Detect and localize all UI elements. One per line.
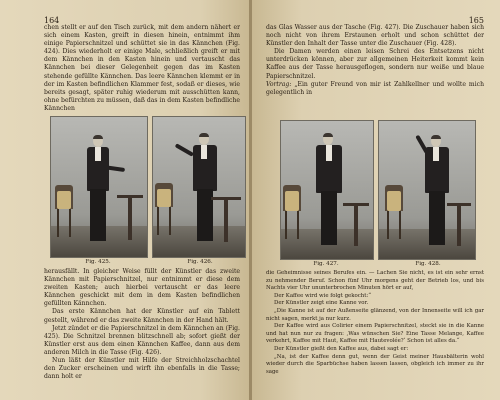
paragraph: Jetzt zündet er die Papierschnitzel in dem Kännchen an (Fig. 425). Die Schnitzel brennen blitzschnell ab; sofort gießt der Künstler erst aus dem einen Kännchen Kaffee, dann aus dem anderen Milch in die Tasse (Fig. 426). [44,324,240,356]
paragraph: die Geheimnisse seines Berufes ein. — Lachen Sie nicht, es ist ein sehr ernst zu nehmender Beruf. Schon fünf Uhr morgens geht der Betrieb los, und bis Nachts vier Uhr ununterbrochen Minuten hört er auf, [266,270,484,292]
left-top-text [44,24,240,128]
paragraph: „Na, ist der Kaffee denn gut, wenn der Geist meiner Hausbälterin wohl wieder durch die Sparbüchse haben lassen lassen, obgleich ich immer zu ihr sage [266,353,484,375]
figure-caption: Fig. 426. [187,259,213,265]
left-bottom-text [44,268,240,394]
page-number: 164 [44,16,60,25]
paragraph: das Glas Wasser aus der Tasche (Fig. 427). Die Zuschauer haben sich noch nicht von ihrem Erstaunen erholt und schon schüttet der Künstler den Inhalt der Tasse unter die Zuschauer (Fig. 428). [266,24,484,48]
figure-caption: Fig. 427. [313,261,339,267]
figure-photo [378,120,476,260]
figure-photo [152,116,246,258]
paragraph: Die Damen werden einen leisen Schrei des Entsetzens nicht unterdrücken können, aber zur allgemeinen Heiterkeit kommt kein Kaffee aus der Tasse herausgeflogen, sondern nur weiße und blaue Papierschnitzel. [266,48,484,80]
paragraph: Der Kaffee wird wie folgt gekocht:“ [274,292,371,299]
figure-caption: Fig. 428. [415,261,441,267]
paragraph: Der Kaffee wird aus Colirier einem Papierschnitzel, steckt sie in die Kanne und hat nun nur zu fragen: ‚Was wünschen Sie? Eine Tasse Melange, Kaffee verkehrt, Kaffee mit Haut, Kaffee mit Hautevolée?‘ Schon ist alles da.“ [266,323,484,345]
paragraph: Das erste Kännchen hat der Künstler auf ein Tablett gestellt, während er das zweite Kännchen in der Hand hält. [44,308,240,324]
figure-caption: Fig. 425. [85,259,111,265]
paragraph: herausfällt. In gleicher Weise füllt der Künstler das zweite Kännchen mit Papierschnitzel, nur entnimmt er diese dem zweiten Kasten; auch hierbei vertauscht er das leere Kännchen geschickt mit dem in dem Kasten befindlichen gefüllten Kännchen. [44,268,240,308]
paragraph: Der Künstler gießt den Kaffee aus, dabei sagt er: [274,345,409,352]
vortrag-text: „Ein guter Freund von mir ist Zahlkellner und wollte mich gelegentlich in [266,80,484,96]
right-page [252,0,500,400]
paragraph: „Die Kanne ist auf der Außenseite glänzend, von der Innenseite will ich gar nicht sagen, merkt ja nur kurz. [266,307,484,322]
page-number: 165 [468,16,484,25]
paragraph: Nun läßt der Künstler mit Hilfe der Streichholzschachtel den Zucker erscheinen und wirft ihn ebenfalls in die Tasse; dann holt er [44,357,240,381]
figure-photo [280,120,374,260]
vortrag-label: Vortrag: [266,80,292,88]
figure-photo [50,116,148,258]
paragraph: Der Künstler zeigt eine Kanne vor. [274,300,369,307]
right-bottom-text [266,270,484,394]
paragraph: chen stellt er auf den Tisch zurück, mit dem andern nähert er sich einem Kasten, greift in diesen hinein, entnimmt ihm einige Papierschnitzel und schüttet sie in das Kännchen (Fig. 424). Dies wiederholt er einige Male, schließlich greift er mit dem Kännchen in den Kasten hinein und vertauscht das Kännchen bei dieser Gelegenheit gegen das im Kasten stehende gefüllte Kännchen. Das leere Kännchen klemmt er in der im Kasten befindlichen Klammer fest, sodaß er dieses, wie bereits gesagt, später ruhig wiederum mit ausschütten kann, ohne befürchten zu müssen, daß das in dem Kasten befindliche Kännchen [44,24,240,112]
right-top-text [266,24,484,118]
